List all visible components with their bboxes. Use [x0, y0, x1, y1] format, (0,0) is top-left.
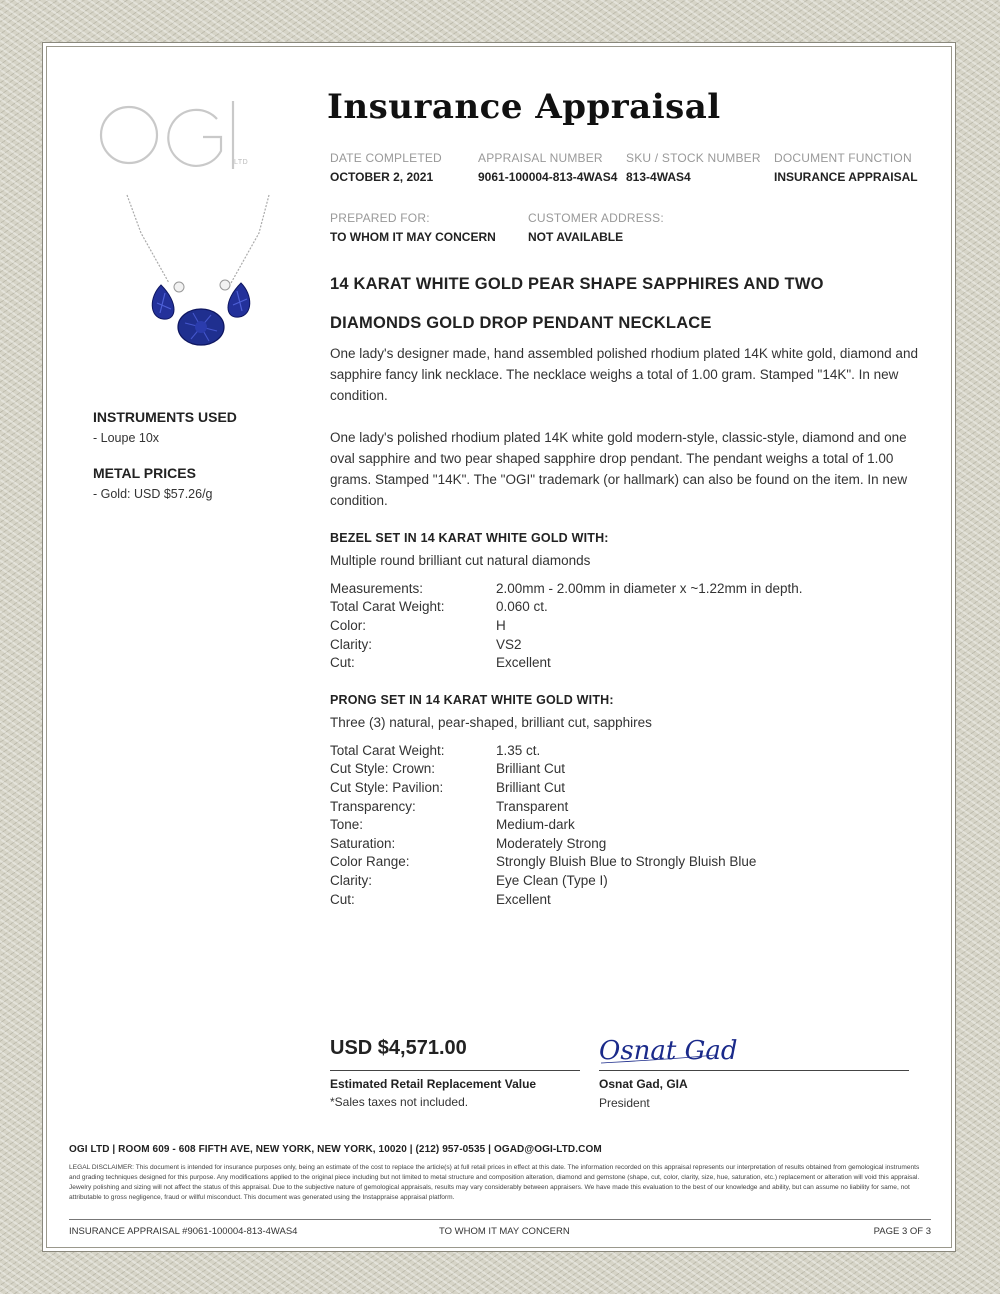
- bezel-row-key: Measurements:: [330, 580, 424, 596]
- prong-row-key: Total Carat Weight:: [330, 742, 445, 758]
- pendant-description: One lady's polished rhodium plated 14K white gold modern-style, classic-style, diamond and one oval sapphire and two pear shaped sapphire drop pendant. The pendant weighs a total of 1.00 grams. Stamped "14K". The "OGI" trademark (or hallmark) can also be found on the item. In new condition.: [330, 430, 908, 508]
- prong-row-value: Transparent: [496, 798, 569, 814]
- legal-disclaimer: LEGAL DISCLAIMER: This document is intended for insurance purposes only, being an estimate of the cost to replace the article(s) at full retail prices in effect at this date. The information recorded on this appraisal represents our interpretation of results obtained from gemological instruments and grading techniques designed for this purpose. Any modifications applied to the original piece including but not limited to metal structure and composition alteration, diamond and gemstone (shape, cut, color, clarity, size, hue, saturation, etc.) replacement or alteration will void this appraisal. Jewelry polishing and sizing will not affect the status of this appraisal. Due to the subjective nature of gemological appraisals, results may vary considerably between appraisers. We have made this evaluation to the best of our knowledge and ability, but can assume no liability for same, not attributable to gross negligence, fraud or willful misconduct. This document was generated using the Instappraise appraisal platform.: [69, 1164, 920, 1201]
- bezel-row-value: H: [496, 617, 506, 633]
- prong-row-value: Excellent: [496, 891, 551, 907]
- prong-row: [330, 834, 890, 853]
- sku-number: 813-4WAS4: [626, 170, 691, 184]
- footer-rule: [69, 1219, 931, 1220]
- value-rule: [330, 1070, 580, 1071]
- prong-heading: PRONG SET IN 14 KARAT WHITE GOLD WITH:: [330, 693, 614, 707]
- signature-rule: [599, 1070, 909, 1071]
- item-heading-line1: 14 KARAT WHITE GOLD PEAR SHAPE SAPPHIRES AND TWO: [330, 275, 824, 293]
- prong-row-value: 1.35 ct.: [496, 742, 541, 758]
- company-address: OGI LTD | ROOM 609 - 608 FIFTH AVE, NEW YORK, NEW YORK, 10020 | (212) 957-0535 | OGAD@OGI-LTD.COM: [69, 1144, 602, 1155]
- date-completed: OCTOBER 2, 2021: [330, 170, 434, 184]
- bezel-row-value: VS2: [496, 636, 522, 652]
- prong-row-key: Transparency:: [330, 798, 416, 814]
- logo-suffix: LTD: [234, 159, 249, 166]
- customer-address: NOT AVAILABLE: [528, 230, 624, 244]
- item-heading-line2: DIAMONDS GOLD DROP PENDANT NECKLACE: [330, 314, 712, 332]
- doc-function-label: DOCUMENT FUNCTION: [774, 151, 912, 165]
- prong-row-key: Cut:: [330, 891, 355, 907]
- prong-row-value: Medium-dark: [496, 817, 575, 833]
- prong-row: [330, 741, 890, 760]
- bezel-row-value: Excellent: [496, 655, 551, 671]
- prong-row-value: Brilliant Cut: [496, 761, 566, 777]
- page-title: Insurance Appraisal: [327, 87, 721, 127]
- bezel-description: Multiple round brilliant cut natural diamonds: [330, 553, 591, 568]
- prong-row-key: Tone:: [330, 817, 364, 833]
- replacement-value-label: Estimated Retail Replacement Value: [330, 1077, 537, 1091]
- necklace-image: [113, 193, 283, 363]
- doc-function: INSURANCE APPRAISAL: [774, 170, 918, 184]
- prong-row-value: Moderately Strong: [496, 835, 607, 851]
- signature-text: Osnat Gad: [599, 1036, 738, 1066]
- replacement-value-amount: USD $4,571.00: [330, 1037, 467, 1059]
- prong-row-value: Eye Clean (Type I): [496, 872, 608, 888]
- appraisal-document: [46, 46, 952, 1248]
- footer-recipient: TO WHOM IT MAY CONCERN: [439, 1226, 570, 1237]
- bezel-row: [330, 653, 890, 672]
- bezel-row-key: Cut:: [330, 655, 355, 671]
- bezel-row: [330, 616, 890, 635]
- signer-name: Osnat Gad, GIA: [599, 1077, 688, 1091]
- appraisal-number: 9061-100004-813-4WAS4: [478, 170, 618, 184]
- metal-prices-value: - Gold: USD $57.26/g: [93, 487, 213, 501]
- prong-spec-table: [330, 741, 890, 908]
- bezel-row-value: 0.060 ct.: [496, 599, 548, 615]
- bezel-spec-table: [330, 579, 890, 672]
- signer-title: President: [599, 1096, 650, 1110]
- prong-row: [330, 778, 890, 797]
- prong-description: Three (3) natural, pear-shaped, brilliant cut, sapphires: [330, 715, 652, 730]
- bezel-row: [330, 598, 890, 617]
- signature-image: [595, 1025, 755, 1071]
- prong-row-key: Cut Style: Pavilion:: [330, 779, 444, 795]
- prong-row: [330, 760, 890, 779]
- prong-row: [330, 853, 890, 872]
- prong-row-value: Brilliant Cut: [496, 779, 566, 795]
- sku-label: SKU / STOCK NUMBER: [626, 151, 761, 165]
- prong-row: [330, 890, 890, 909]
- footer-appraisal-ref: INSURANCE APPRAISAL #9061-100004-813-4WAS4: [69, 1226, 298, 1237]
- instruments-label: INSTRUMENTS USED: [93, 409, 237, 425]
- instruments-value: - Loupe 10x: [93, 431, 160, 445]
- prong-row: [330, 871, 890, 890]
- prong-row-key: Cut Style: Crown:: [330, 761, 436, 777]
- page-number: PAGE 3 OF 3: [873, 1226, 931, 1237]
- metal-prices-label: METAL PRICES: [93, 465, 196, 481]
- prepared-for: TO WHOM IT MAY CONCERN: [330, 230, 496, 244]
- bezel-row-key: Total Carat Weight:: [330, 599, 445, 615]
- bezel-row-key: Clarity:: [330, 636, 373, 652]
- bezel-row: [330, 635, 890, 654]
- prepared-for-label: PREPARED FOR:: [330, 211, 430, 225]
- bezel-row-key: Color:: [330, 617, 367, 633]
- necklace-description: One lady's designer made, hand assembled polished rhodium plated 14K white gold, diamond and sapphire fancy link necklace. The necklace weighs a total of 1.00 gram. Stamped "14K". In new condition.: [330, 346, 918, 403]
- bezel-row: [330, 579, 890, 598]
- customer-address-label: CUSTOMER ADDRESS:: [528, 211, 664, 225]
- date-completed-label: DATE COMPLETED: [330, 151, 442, 165]
- prong-row-key: Saturation:: [330, 835, 396, 851]
- prong-row-key: Color Range:: [330, 854, 410, 870]
- appraisal-number-label: APPRAISAL NUMBER: [478, 151, 603, 165]
- bezel-row-value: 2.00mm - 2.00mm in diameter x ~1.22mm in depth.: [496, 580, 803, 596]
- tax-note: *Sales taxes not included.: [330, 1095, 469, 1109]
- bezel-heading: BEZEL SET IN 14 KARAT WHITE GOLD WITH:: [330, 531, 609, 545]
- prong-row: [330, 815, 890, 834]
- prong-row: [330, 797, 890, 816]
- prong-row-key: Clarity:: [330, 872, 373, 888]
- prong-row-value: Strongly Bluish Blue to Strongly Bluish Blue: [496, 854, 757, 870]
